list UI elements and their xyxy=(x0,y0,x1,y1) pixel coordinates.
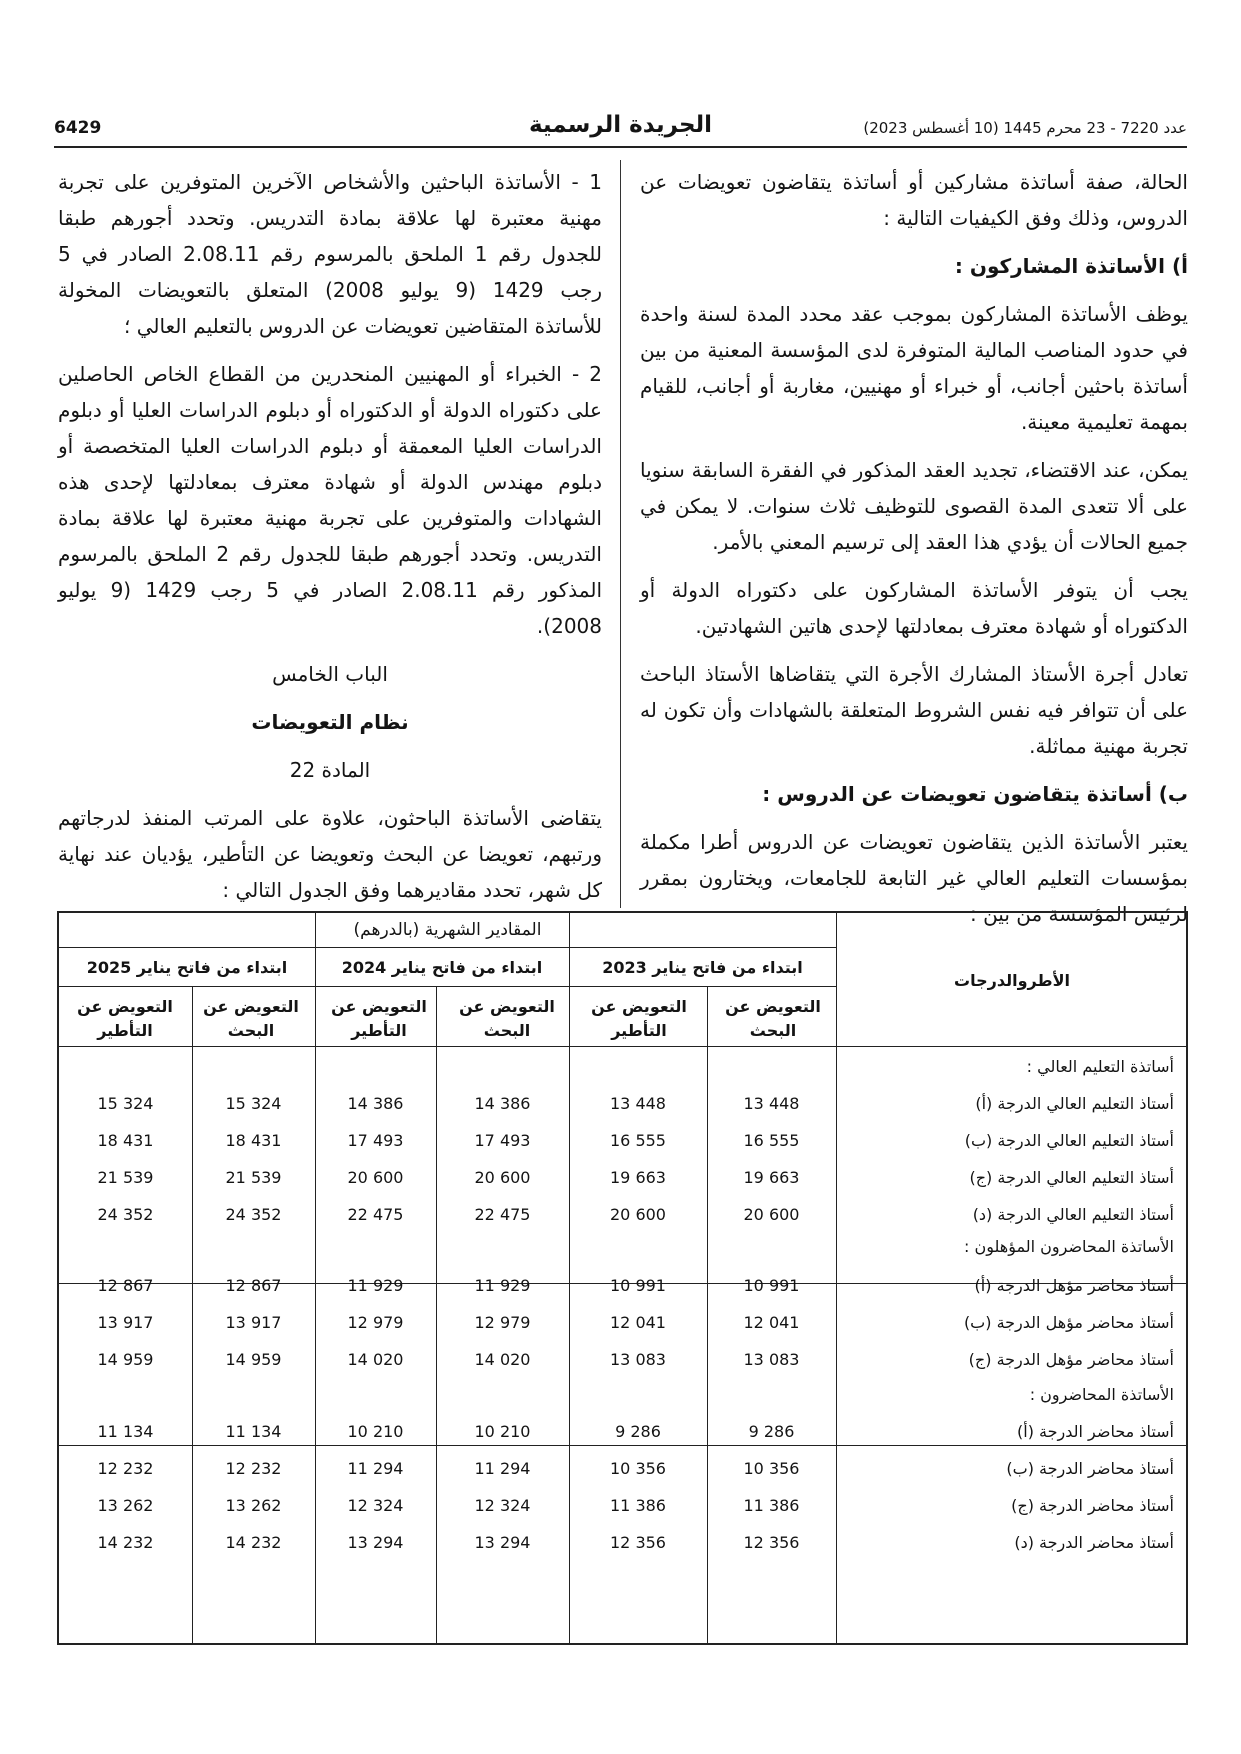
value-cell: 11 386 xyxy=(743,1496,800,1515)
value-cell: 19 663 xyxy=(743,1168,800,1187)
value-cell: 22 475 xyxy=(347,1205,404,1224)
page-number: 6429 xyxy=(54,118,102,138)
value-cell: 11 929 xyxy=(347,1276,404,1295)
value-cell: 11 386 xyxy=(610,1496,666,1515)
group-label-qualified-lecturers: الأساتذة المحاضرون المؤهلون : xyxy=(964,1237,1174,1256)
row-label: أستاذ محاضر مؤهل الدرجة (ج) xyxy=(968,1350,1174,1369)
value-cell: 12 324 xyxy=(347,1496,404,1515)
value-cell: 11 929 xyxy=(474,1276,531,1295)
value-cell: 13 917 xyxy=(225,1313,282,1332)
col-research-2025: التعويض عن البحث xyxy=(203,997,299,1040)
value-cell: 19 663 xyxy=(610,1168,666,1187)
row-label: أستاذ التعليم العالي الدرجة (ب) xyxy=(964,1131,1174,1150)
value-cell: 21 539 xyxy=(97,1168,154,1187)
row-label: أستاذ التعليم العالي الدرجة (أ) xyxy=(975,1094,1174,1113)
period-2024: ابتداء من فاتح يناير 2024 xyxy=(341,958,543,977)
issue-info: عدد 7220 - 23 محرم 1445 (10 أغسطس 2023) xyxy=(863,119,1187,137)
paragraph: تعادل أجرة الأستاذ المشارك الأجرة التي يتقاضاها الأستاذ الباحث على أن تتوافر فيه نفس الشروط المتعلقة بالشهادات وأن تكون له تجربة مهنية مماثلة. xyxy=(640,662,1188,758)
value-cell: 13 448 xyxy=(610,1094,666,1113)
paragraph: 2 - الخبراء أو المهنيين المنحدرين من القطاع الخاص الحاصلين على دكتوراه الدولة أو الدكتوراه أو دبلوم الدراسات العليا أو دبلوم الدراسات العليا المعمقة أو دبلوم الدراسات العليا المتخصصة أو دبلوم مهندس الدولة أو شهادة معترف بمعادلتها لإحدى هذه الشهادات والمتوفرين على تجربة مهنية معتبرة لها علاقة بمادة التدريس. وتحدد أجورهم طبقا للجدول رقم 2 الملحق بالمرسوم المذكور رقم 2.08.11 الصادر في 5 رجب 1429 (9 يوليو 2008). xyxy=(58,362,602,638)
value-cell: 14 232 xyxy=(225,1533,282,1552)
value-cell: 12 867 xyxy=(97,1276,154,1295)
value-cell: 12 356 xyxy=(743,1533,800,1552)
paragraph: الحالة، صفة أساتذة مشاركين أو أساتذة يتقاضون تعويضات عن الدروس، وذلك وفق الكيفيات التالية : xyxy=(640,170,1188,230)
value-cell: 11 294 xyxy=(347,1459,404,1478)
value-cell: 20 600 xyxy=(610,1205,666,1224)
row-label: أستاذ محاضر الدرجة (ج) xyxy=(1011,1496,1174,1515)
value-cell: 13 262 xyxy=(97,1496,154,1515)
value-cell: 12 041 xyxy=(610,1313,666,1332)
table-rule xyxy=(59,986,836,987)
table-rule xyxy=(59,947,836,948)
value-cell: 13 294 xyxy=(474,1533,531,1552)
row-label: أستاذ محاضر الدرجة (د) xyxy=(1014,1533,1174,1552)
value-cell: 14 232 xyxy=(97,1533,154,1552)
value-cell: 10 210 xyxy=(347,1422,404,1441)
value-cell: 12 356 xyxy=(610,1533,666,1552)
value-cell: 12 041 xyxy=(743,1313,800,1332)
row-label: أستاذ محاضر مؤهل الدرجة (أ) xyxy=(974,1276,1174,1295)
paragraph: يجب أن يتوفر الأساتذة المشاركون على دكتوراه الدولة أو الدكتوراه أو شهادة معترف بمعادلتها لإحدى هاتين الشهادتين. xyxy=(640,578,1188,638)
value-cell: 24 352 xyxy=(97,1205,154,1224)
value-cell: 14 020 xyxy=(347,1350,404,1369)
chapter-heading: الباب الخامس xyxy=(272,662,388,686)
table-rule xyxy=(836,913,837,1643)
value-cell: 11 294 xyxy=(474,1459,531,1478)
value-cell: 14 386 xyxy=(347,1094,404,1113)
value-cell: 16 555 xyxy=(610,1131,666,1150)
page-header xyxy=(54,112,1187,146)
value-cell: 12 232 xyxy=(97,1459,154,1478)
value-cell: 12 324 xyxy=(474,1496,531,1515)
compensation-table xyxy=(57,911,1188,1645)
group-label-lecturers: الأساتذة المحاضرون : xyxy=(1029,1385,1174,1404)
col-supervision-2025: التعويض عن التأطير xyxy=(77,997,173,1040)
subheading-lesson-compensation: ب) أساتذة يتقاضون تعويضات عن الدروس : xyxy=(762,782,1188,806)
subheading-participating-professors: أ) الأساتذة المشاركون : xyxy=(954,254,1188,278)
value-cell: 10 356 xyxy=(610,1459,666,1478)
row-label: أستاذ محاضر مؤهل الدرجة (ب) xyxy=(963,1313,1174,1332)
right-column xyxy=(640,164,1188,944)
value-cell: 20 600 xyxy=(743,1205,800,1224)
value-cell: 17 493 xyxy=(474,1131,531,1150)
value-cell: 15 324 xyxy=(97,1094,154,1113)
table-rule xyxy=(59,1046,1186,1047)
value-cell: 9 286 xyxy=(748,1422,795,1441)
paragraph: يتقاضى الأساتذة الباحثون، علاوة على المرتب المنفذ لدرجاتهم ورتبهم، تعويضا عن البحث وتعويضا عن التأطير، يؤديان عند نهاية كل شهر، تحدد مقاديرهما وفق الجدول التالي : xyxy=(58,806,602,902)
value-cell: 13 083 xyxy=(610,1350,666,1369)
group-label-higher-ed: أساتذة التعليم العالي : xyxy=(1026,1057,1174,1076)
value-cell: 12 232 xyxy=(225,1459,282,1478)
value-cell: 10 991 xyxy=(743,1276,800,1295)
period-2023: ابتداء من فاتح يناير 2023 xyxy=(602,958,803,977)
value-cell: 12 979 xyxy=(347,1313,404,1332)
value-cell: 20 600 xyxy=(474,1168,531,1187)
value-cell: 14 020 xyxy=(474,1350,531,1369)
value-cell: 16 555 xyxy=(743,1131,800,1150)
value-cell: 17 493 xyxy=(347,1131,404,1150)
paragraph: يوظف الأساتذة المشاركون بموجب عقد محدد المدة لسنة واحدة في حدود المناصب المالية المتوفرة لدى المؤسسة المعنية من بين أساتذة باحثين أجانب، أو خبراء أو مهنيين، مغاربة أو أجانب، للقيام بمهمة تعليمية معينة. xyxy=(640,302,1188,434)
value-cell: 14 386 xyxy=(474,1094,531,1113)
row-label: أستاذ محاضر الدرجة (أ) xyxy=(1017,1422,1174,1441)
value-cell: 10 356 xyxy=(743,1459,800,1478)
row-label: أستاذ محاضر الدرجة (ب) xyxy=(1006,1459,1174,1478)
col-research-2023: التعويض عن البحث xyxy=(725,997,821,1040)
value-cell: 13 294 xyxy=(347,1533,404,1552)
value-cell: 11 134 xyxy=(97,1422,154,1441)
value-cell: 21 539 xyxy=(225,1168,282,1187)
col-supervision-2024: التعويض عن التأطير xyxy=(331,997,427,1040)
ranks-header: الأطروالدرجات xyxy=(954,971,1070,990)
table-rule xyxy=(59,1445,1186,1446)
value-cell: 11 134 xyxy=(225,1422,282,1441)
value-cell: 22 475 xyxy=(474,1205,531,1224)
value-cell: 13 917 xyxy=(97,1313,154,1332)
column-divider xyxy=(620,160,621,908)
value-cell: 13 448 xyxy=(743,1094,800,1113)
paragraph: 1 - الأساتذة الباحثين والأشخاص الآخرين المتوفرين على تجربة مهنية معتبرة لها علاقة بمادة التدريس. وتحدد أجورهم طبقا للجدول رقم 1 الملحق بالمرسوم رقم 2.08.11 الصادر في 5 رجب 1429 (9 يوليو 2008) المتعلق بالتعويضات المخولة للأساتذة المتقاضين تعويضات عن الدروس بالتعليم العالي ؛ xyxy=(58,170,602,338)
value-cell: 13 262 xyxy=(225,1496,282,1515)
row-label: أستاذ التعليم العالي الدرجة (ج) xyxy=(969,1168,1174,1187)
col-research-2024: التعويض عن البحث xyxy=(459,997,555,1040)
value-cell: 12 979 xyxy=(474,1313,531,1332)
header-rule xyxy=(54,146,1187,148)
value-cell: 20 600 xyxy=(347,1168,404,1187)
paragraph: يعتبر الأساتذة الذين يتقاضون تعويضات عن الدروس أطرا مكملة بمؤسسات التعليم العالي غير التابعة للجامعات، ويختارون بمقرر لرئيس المؤسسة من بين : xyxy=(640,830,1188,926)
amounts-header: المقادير الشهرية (بالدرهم) xyxy=(353,920,542,940)
value-cell: 13 083 xyxy=(743,1350,800,1369)
value-cell: 14 959 xyxy=(97,1350,154,1369)
row-label: أستاذ التعليم العالي الدرجة (د) xyxy=(972,1205,1174,1224)
value-cell: 12 867 xyxy=(225,1276,282,1295)
value-cell: 10 991 xyxy=(610,1276,666,1295)
journal-title: الجريدة الرسمية xyxy=(528,112,713,138)
paragraph: يمكن، عند الاقتضاء، تجديد العقد المذكور في الفقرة السابقة سنويا على ألا تتعدى المدة القصوى للتوظيف ثلاث سنوات. لا يمكن في جميع الحالات أن يؤدي هذا العقد إلى ترسيم المعني بالأمر. xyxy=(640,458,1188,554)
col-supervision-2023: التعويض عن التأطير xyxy=(591,997,687,1040)
value-cell: 10 210 xyxy=(474,1422,531,1441)
value-cell: 15 324 xyxy=(225,1094,282,1113)
left-column xyxy=(58,164,602,920)
value-cell: 14 959 xyxy=(225,1350,282,1369)
value-cell: 24 352 xyxy=(225,1205,282,1224)
value-cell: 18 431 xyxy=(225,1131,282,1150)
article-heading: المادة 22 xyxy=(289,758,371,782)
value-cell: 18 431 xyxy=(97,1131,154,1150)
chapter-title: نظام التعويضات xyxy=(251,710,409,734)
value-cell: 9 286 xyxy=(615,1422,661,1441)
period-2025: ابتداء من فاتح يناير 2025 xyxy=(86,958,288,977)
